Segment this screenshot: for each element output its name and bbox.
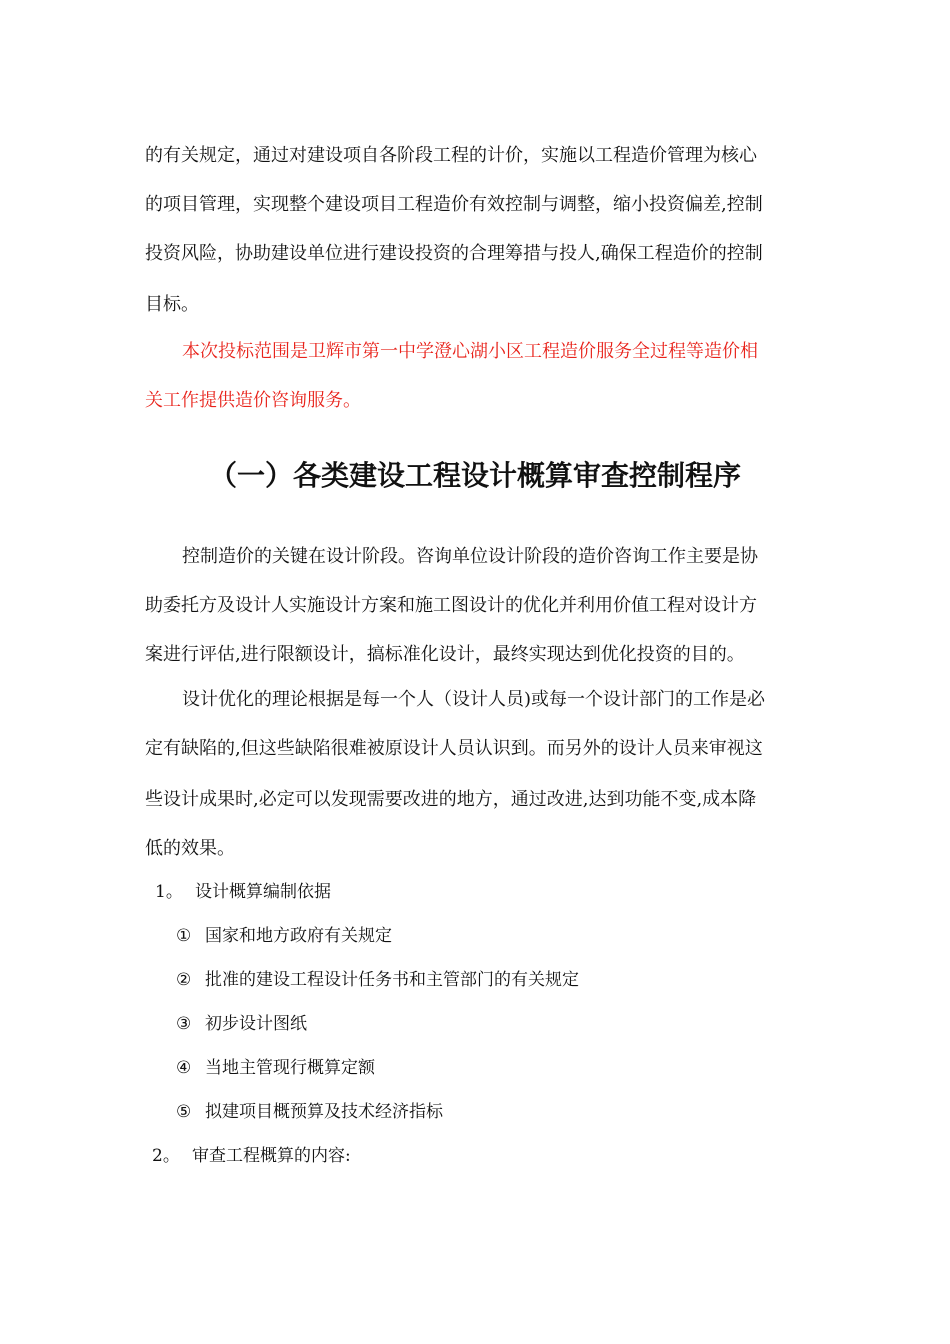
para2-line-1: 设计优化的理论根据是每一个人（设计人员)或每一个设计部门的工作是必	[182, 689, 766, 710]
intro-line-2: 的项目管理，实现整个建设项目工程造价有效控制与调整，缩小投资偏差,控制	[145, 194, 763, 215]
subitem-4-text: 当地主管现行概算定额	[205, 1058, 375, 1078]
para1-line-1: 控制造价的关键在设计阶段。咨询单位设计阶段的造价咨询工作主要是协	[182, 546, 758, 567]
item1-number: 1。	[155, 882, 183, 902]
item2-title: 审查工程概算的内容:	[192, 1146, 351, 1166]
subitem-4-marker: ④	[176, 1058, 192, 1078]
intro-line-4: 目标。	[145, 294, 199, 315]
subitem-3-marker: ③	[176, 1014, 192, 1034]
section-heading: （一）各类建设工程设计概算审查控制程序	[208, 459, 741, 492]
subitem-5-marker: ⑤	[176, 1102, 192, 1122]
para2-line-3: 些设计成果时,必定可以发现需要改进的地方，通过改进,达到功能不变,成本降	[145, 789, 757, 810]
item2-number: 2。	[152, 1146, 180, 1166]
intro-line-1: 的有关规定，通过对建设项自各阶段工程的计价，实施以工程造价管理为核心	[145, 145, 757, 166]
scope-line-1: 本次投标范围是卫辉市第一中学澄心湖小区工程造价服务全过程等造价相	[182, 341, 758, 362]
subitem-2-text: 批准的建设工程设计任务书和主管部门的有关规定	[205, 970, 579, 990]
para1-line-3: 案进行评估,进行限额设计，搞标准化设计，最终实现达到优化投资的目的。	[145, 644, 745, 665]
intro-line-3: 投资风险，协助建设单位进行建设投资的合理筹措与投人,确保工程造价的控制	[145, 243, 763, 264]
para2-line-4: 低的效果。	[145, 838, 235, 859]
scope-line-2: 关工作提供造价咨询服务。	[145, 390, 361, 411]
para1-line-2: 助委托方及设计人实施设计方案和施工图设计的优化并利用价值工程对设计方	[145, 595, 757, 616]
item1-title: 设计概算编制依据	[195, 882, 331, 902]
para2-line-2: 定有缺陷的,但这些缺陷很难被原设计人员认识到。而另外的设计人员来审视这	[145, 738, 763, 759]
subitem-3-text: 初步设计图纸	[205, 1014, 307, 1034]
subitem-1-text: 国家和地方政府有关规定	[205, 926, 392, 946]
subitem-1-marker: ①	[176, 926, 192, 946]
subitem-2-marker: ②	[176, 970, 192, 990]
subitem-5-text: 拟建项目概预算及技术经济指标	[205, 1102, 443, 1122]
